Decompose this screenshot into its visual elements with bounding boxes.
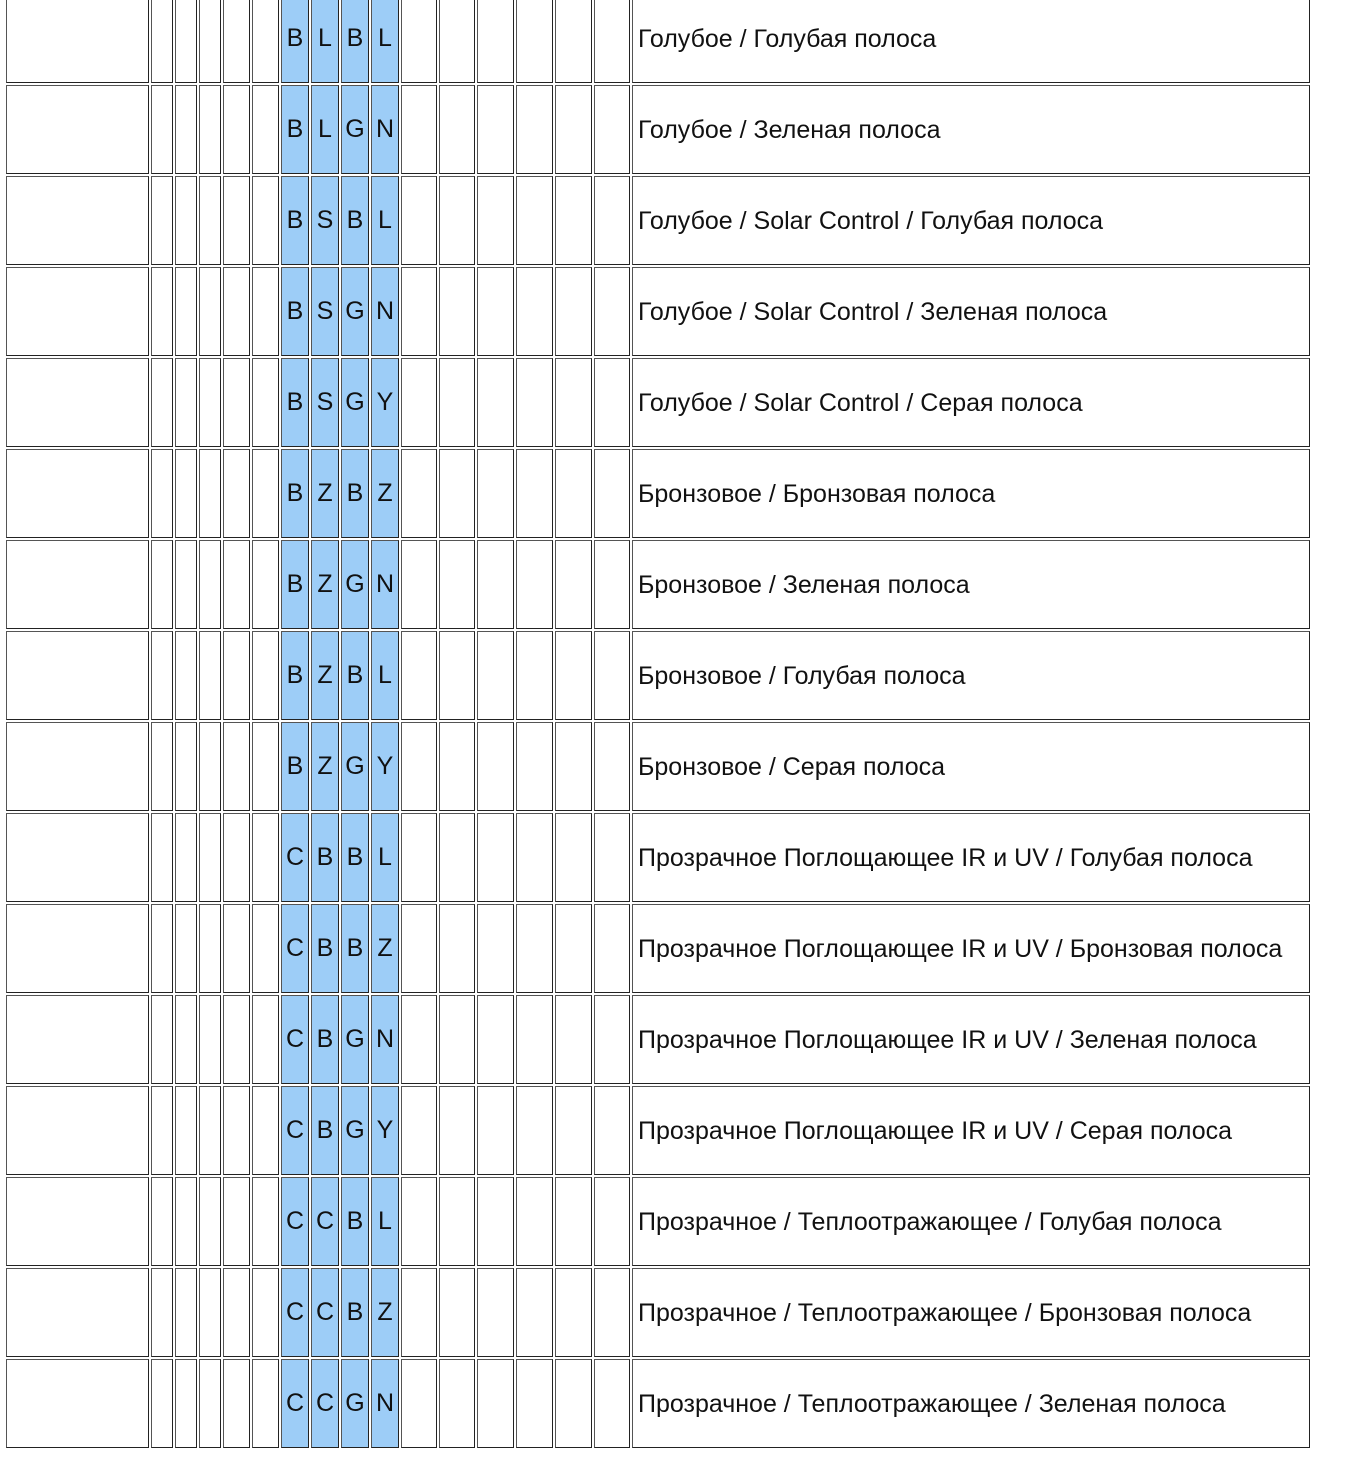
empty-cell [151,813,173,902]
empty-cell [439,85,475,174]
description-cell: Бронзовое / Зеленая полоса [632,540,1310,629]
empty-cell [516,0,553,83]
empty-cell [555,267,592,356]
empty-cell [6,176,149,265]
code-cell: C [311,1359,339,1448]
table-row [6,1268,1310,1357]
description-cell: Прозрачное Поглощающее IR и UV / Серая полоса [632,1086,1310,1175]
empty-cell [594,1268,630,1357]
code-cell: Z [311,631,339,720]
empty-cell [175,176,197,265]
empty-cell [594,1177,630,1266]
empty-cell [175,1268,197,1357]
code-cell: N [371,995,399,1084]
empty-cell [223,904,250,993]
code-cell: C [311,1268,339,1357]
empty-cell [199,358,221,447]
empty-cell [223,1086,250,1175]
table-row [6,540,1310,629]
code-cell: L [371,813,399,902]
empty-cell [594,540,630,629]
table-row [6,722,1310,811]
empty-cell [439,267,475,356]
code-cell: C [281,904,309,993]
empty-cell [6,904,149,993]
empty-cell [555,631,592,720]
table-body [6,0,1310,1448]
empty-cell [151,0,173,83]
empty-cell [252,631,279,720]
empty-cell [439,995,475,1084]
code-cell: B [311,904,339,993]
code-cell: B [281,722,309,811]
code-cell: N [371,267,399,356]
empty-cell [252,176,279,265]
empty-cell [401,85,437,174]
empty-cell [516,358,553,447]
code-cell: B [281,631,309,720]
code-cell: B [281,449,309,538]
empty-cell [151,1086,173,1175]
empty-cell [516,267,553,356]
empty-cell [6,540,149,629]
empty-cell [477,449,514,538]
empty-cell [439,449,475,538]
empty-cell [252,1177,279,1266]
empty-cell [151,1359,173,1448]
empty-cell [439,1177,475,1266]
code-cell: B [311,813,339,902]
code-cell: L [371,1177,399,1266]
empty-cell [151,449,173,538]
empty-cell [477,85,514,174]
empty-cell [175,995,197,1084]
empty-cell [175,904,197,993]
empty-cell [223,0,250,83]
empty-cell [401,631,437,720]
empty-cell [151,995,173,1084]
empty-cell [151,1268,173,1357]
empty-cell [594,85,630,174]
empty-cell [516,631,553,720]
empty-cell [594,631,630,720]
empty-cell [6,995,149,1084]
empty-cell [477,995,514,1084]
code-cell: Z [311,540,339,629]
empty-cell [477,176,514,265]
empty-cell [594,722,630,811]
code-cell: S [311,176,339,265]
empty-cell [223,540,250,629]
code-cell: Z [371,449,399,538]
empty-cell [516,722,553,811]
code-cell: N [371,1359,399,1448]
code-cell: Z [371,904,399,993]
empty-cell [439,1268,475,1357]
empty-cell [439,358,475,447]
code-cell: B [281,358,309,447]
description-cell: Бронзовое / Голубая полоса [632,631,1310,720]
empty-cell [223,631,250,720]
empty-cell [594,1359,630,1448]
empty-cell [252,449,279,538]
empty-cell [199,267,221,356]
code-cell: G [341,85,369,174]
code-cell: G [341,358,369,447]
empty-cell [175,1177,197,1266]
empty-cell [252,267,279,356]
code-cell: B [341,813,369,902]
empty-cell [401,1359,437,1448]
code-cell: C [281,1268,309,1357]
empty-cell [199,540,221,629]
description-cell: Голубое / Голубая полоса [632,0,1310,83]
empty-cell [555,0,592,83]
code-cell: B [281,0,309,83]
description-cell: Прозрачное / Теплоотражающее / Голубая полоса [632,1177,1310,1266]
empty-cell [175,0,197,83]
empty-cell [6,1359,149,1448]
description-cell: Голубое / Solar Control / Зеленая полоса [632,267,1310,356]
empty-cell [175,813,197,902]
code-cell: B [281,267,309,356]
description-cell: Бронзовое / Бронзовая полоса [632,449,1310,538]
empty-cell [6,1086,149,1175]
empty-cell [151,358,173,447]
empty-cell [401,1177,437,1266]
empty-cell [439,0,475,83]
empty-cell [6,358,149,447]
empty-cell [555,85,592,174]
empty-cell [223,995,250,1084]
empty-cell [516,904,553,993]
empty-cell [175,358,197,447]
empty-cell [555,722,592,811]
empty-cell [555,995,592,1084]
empty-cell [6,631,149,720]
empty-cell [401,995,437,1084]
empty-cell [477,1086,514,1175]
empty-cell [223,1177,250,1266]
table-row [6,995,1310,1084]
empty-cell [223,176,250,265]
description-cell: Прозрачное / Теплоотражающее / Бронзовая полоса [632,1268,1310,1357]
empty-cell [555,1268,592,1357]
code-cell: B [341,1268,369,1357]
empty-cell [199,85,221,174]
empty-cell [199,1086,221,1175]
empty-cell [401,358,437,447]
empty-cell [477,1359,514,1448]
empty-cell [401,722,437,811]
empty-cell [401,1086,437,1175]
table-row [6,85,1310,174]
code-cell: B [281,85,309,174]
empty-cell [555,176,592,265]
empty-cell [199,995,221,1084]
code-cell: Y [371,1086,399,1175]
empty-cell [594,813,630,902]
empty-cell [401,904,437,993]
code-cell: L [371,0,399,83]
empty-cell [439,631,475,720]
empty-cell [439,1359,475,1448]
empty-cell [594,358,630,447]
description-cell: Голубое / Solar Control / Серая полоса [632,358,1310,447]
code-cell: G [341,1359,369,1448]
empty-cell [151,85,173,174]
code-cell: B [341,176,369,265]
table-row [6,358,1310,447]
empty-cell [175,267,197,356]
empty-cell [401,267,437,356]
description-cell: Прозрачное Поглощающее IR и UV / Бронзовая полоса [632,904,1310,993]
empty-cell [199,0,221,83]
empty-cell [516,85,553,174]
empty-cell [594,176,630,265]
code-cell: G [341,995,369,1084]
glass-code-table [4,0,1312,1450]
empty-cell [252,358,279,447]
empty-cell [252,1359,279,1448]
description-cell: Прозрачное Поглощающее IR и UV / Голубая полоса [632,813,1310,902]
empty-cell [252,1086,279,1175]
code-cell: Z [311,722,339,811]
description-cell: Бронзовое / Серая полоса [632,722,1310,811]
table-row [6,813,1310,902]
empty-cell [401,540,437,629]
code-cell: L [311,0,339,83]
empty-cell [151,540,173,629]
description-cell: Голубое / Solar Control / Голубая полоса [632,176,1310,265]
empty-cell [252,722,279,811]
empty-cell [555,449,592,538]
empty-cell [439,722,475,811]
code-cell: Z [371,1268,399,1357]
empty-cell [252,904,279,993]
empty-cell [439,1086,475,1175]
empty-cell [401,176,437,265]
empty-cell [151,631,173,720]
empty-cell [477,267,514,356]
code-cell: G [341,267,369,356]
empty-cell [516,1359,553,1448]
empty-cell [477,358,514,447]
code-cell: G [341,1086,369,1175]
empty-cell [223,358,250,447]
empty-cell [6,449,149,538]
empty-cell [199,904,221,993]
empty-cell [439,176,475,265]
empty-cell [252,0,279,83]
table-row [6,1086,1310,1175]
empty-cell [6,813,149,902]
empty-cell [175,631,197,720]
empty-cell [594,1086,630,1175]
empty-cell [175,1086,197,1175]
code-cell: B [341,904,369,993]
code-cell: L [311,85,339,174]
table-row [6,0,1310,83]
empty-cell [6,0,149,83]
code-cell: C [281,1177,309,1266]
empty-cell [477,1268,514,1357]
empty-cell [401,813,437,902]
empty-cell [477,631,514,720]
empty-cell [477,540,514,629]
empty-cell [516,449,553,538]
code-cell: N [371,540,399,629]
empty-cell [6,722,149,811]
table-row [6,904,1310,993]
code-cell: N [371,85,399,174]
empty-cell [252,813,279,902]
empty-cell [199,631,221,720]
code-cell: G [341,540,369,629]
empty-cell [6,1268,149,1357]
empty-cell [151,904,173,993]
empty-cell [199,449,221,538]
empty-cell [477,722,514,811]
empty-cell [199,1177,221,1266]
table-row [6,631,1310,720]
empty-cell [555,904,592,993]
empty-cell [175,85,197,174]
empty-cell [223,85,250,174]
empty-cell [252,1268,279,1357]
code-cell: B [281,176,309,265]
code-cell: B [311,1086,339,1175]
empty-cell [555,1177,592,1266]
code-cell: G [341,722,369,811]
empty-cell [477,813,514,902]
table-row [6,176,1310,265]
empty-cell [199,1359,221,1448]
table-row [6,1177,1310,1266]
code-cell: C [281,1359,309,1448]
empty-cell [477,904,514,993]
empty-cell [151,176,173,265]
empty-cell [555,813,592,902]
empty-cell [223,1359,250,1448]
code-cell: Z [311,449,339,538]
empty-cell [199,176,221,265]
table-row [6,1359,1310,1448]
empty-cell [151,722,173,811]
empty-cell [199,1268,221,1357]
empty-cell [516,1177,553,1266]
empty-cell [252,540,279,629]
description-cell: Прозрачное / Теплоотражающее / Зеленая полоса [632,1359,1310,1448]
empty-cell [401,449,437,538]
code-cell: B [311,995,339,1084]
empty-cell [439,540,475,629]
empty-cell [175,540,197,629]
empty-cell [555,1086,592,1175]
code-cell: C [281,995,309,1084]
empty-cell [199,813,221,902]
empty-cell [439,813,475,902]
empty-cell [516,540,553,629]
code-cell: S [311,358,339,447]
code-cell: S [311,267,339,356]
empty-cell [6,1177,149,1266]
empty-cell [516,813,553,902]
empty-cell [6,267,149,356]
empty-cell [151,1177,173,1266]
code-cell: B [281,540,309,629]
empty-cell [223,449,250,538]
description-cell: Голубое / Зеленая полоса [632,85,1310,174]
empty-cell [151,267,173,356]
code-cell: B [341,0,369,83]
empty-cell [223,267,250,356]
empty-cell [252,995,279,1084]
empty-cell [555,540,592,629]
empty-cell [516,1086,553,1175]
empty-cell [555,1359,592,1448]
empty-cell [223,722,250,811]
code-cell: B [341,631,369,720]
code-cell: B [341,1177,369,1266]
empty-cell [199,722,221,811]
empty-cell [401,0,437,83]
empty-cell [594,449,630,538]
empty-cell [516,176,553,265]
empty-cell [223,1268,250,1357]
empty-cell [555,358,592,447]
code-cell: L [371,631,399,720]
empty-cell [175,722,197,811]
empty-cell [516,995,553,1084]
empty-cell [175,449,197,538]
description-cell: Прозрачное Поглощающее IR и UV / Зеленая полоса [632,995,1310,1084]
empty-cell [516,1268,553,1357]
empty-cell [439,904,475,993]
empty-cell [594,0,630,83]
empty-cell [594,995,630,1084]
code-cell: C [281,1086,309,1175]
empty-cell [401,1268,437,1357]
empty-cell [175,1359,197,1448]
code-cell: Y [371,722,399,811]
code-cell: L [371,176,399,265]
empty-cell [223,813,250,902]
empty-cell [594,904,630,993]
code-cell: C [311,1177,339,1266]
empty-cell [594,267,630,356]
empty-cell [252,85,279,174]
code-cell: B [341,449,369,538]
code-cell: Y [371,358,399,447]
table-row [6,267,1310,356]
table-row [6,449,1310,538]
empty-cell [477,0,514,83]
code-cell: C [281,813,309,902]
empty-cell [6,85,149,174]
empty-cell [477,1177,514,1266]
